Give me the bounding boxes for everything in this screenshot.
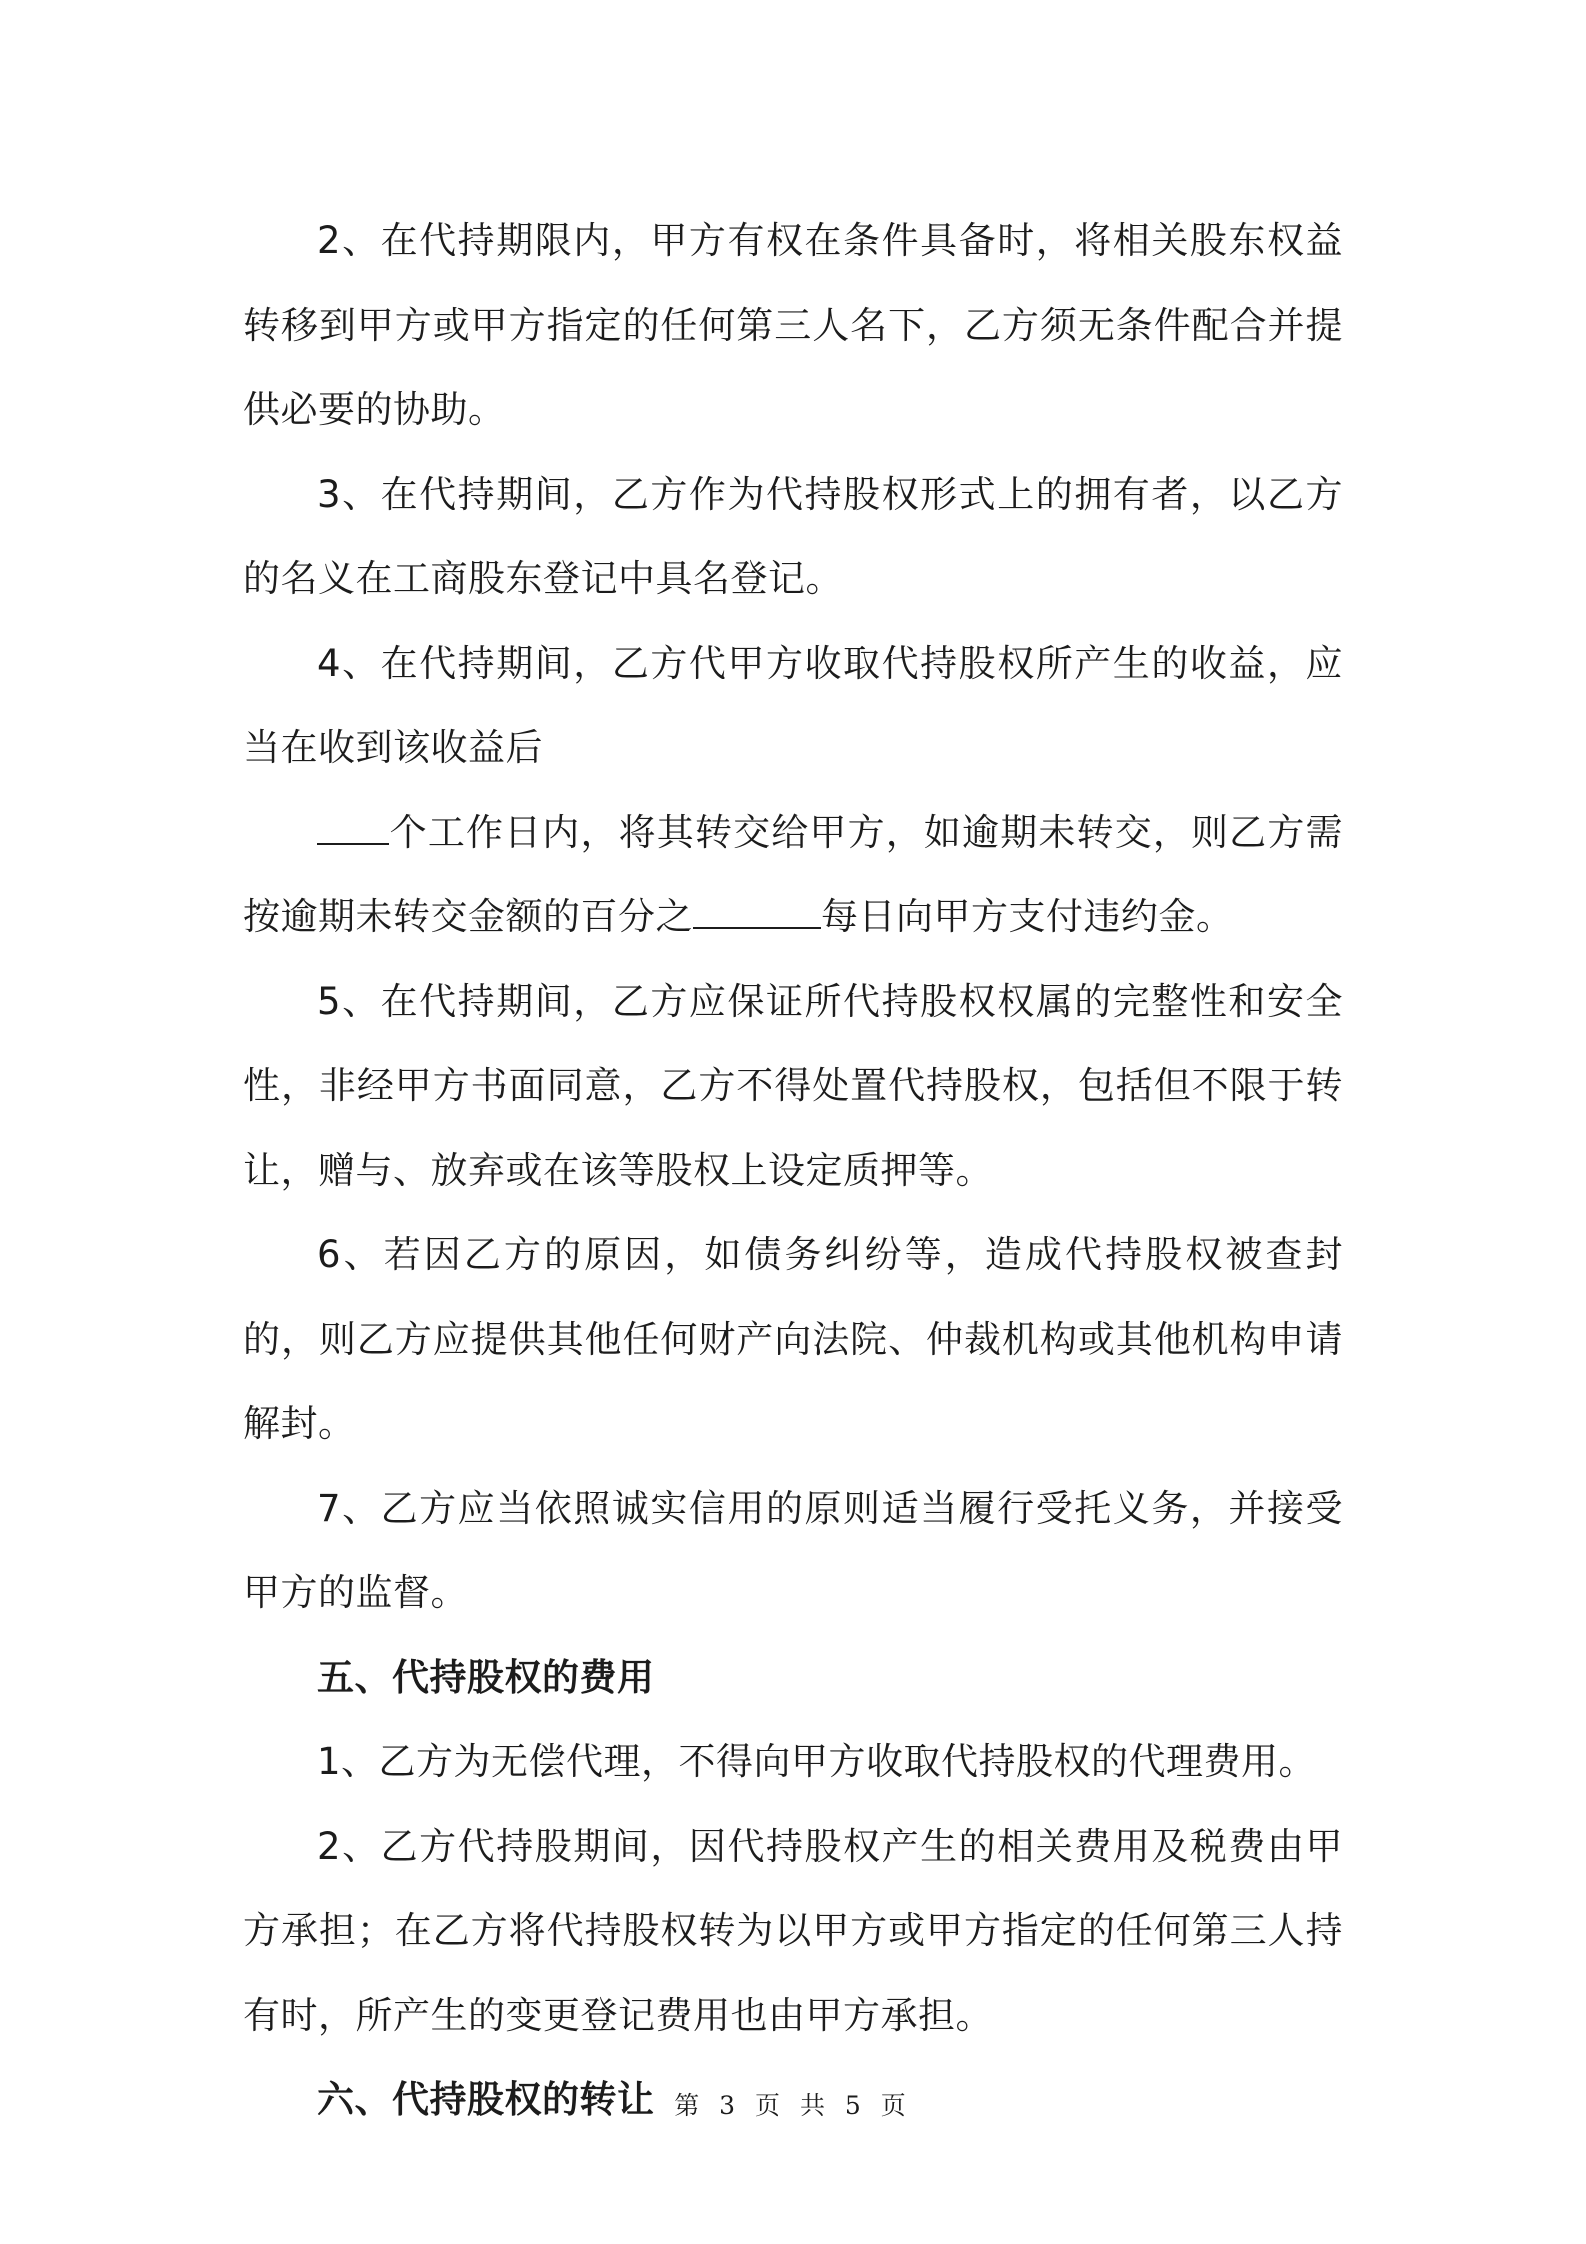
page-footer: 第 3 页 共 5 页 (674, 2091, 912, 2120)
document-body (243, 199, 1343, 2143)
blank-days-field (317, 813, 389, 845)
paragraph-item-4: 4、在代持期间，乙方代甲方收取代持股权所产生的收益，应当在收到该收益后 (243, 641, 1343, 769)
paragraph-item-4-continued (243, 791, 1343, 960)
paragraph-item-4-part1: 个工作日内，将其转交给甲方，如逾期未转交，则乙方需按逾期未转交金额的百分之 (243, 810, 1343, 938)
section-heading-fees: 五、代持股权的费用 (317, 1655, 655, 1699)
paragraph-item-4-part2: 每日向甲方支付违约金。 (821, 895, 1234, 938)
paragraph-item-3: 3、在代持期间，乙方作为代持股权形式上的拥有者，以乙方的名义在工商股东登记中具名登记。 (243, 472, 1343, 600)
blank-percent-field (693, 897, 821, 929)
fees-paragraph-1: 1、乙方为无偿代理，不得向甲方收取代持股权的代理费用。 (317, 1740, 1317, 1783)
fees-paragraph-2: 2、乙方代持股期间，因代持股权产生的相关费用及税费由甲方承担；在乙方将代持股权转为以甲方或甲方指定的任何第三人持有时，所产生的变更登记费用也由甲方承担。 (243, 1824, 1343, 2037)
paragraph-item-5: 5、在代持期间，乙方应保证所代持股权权属的完整性和安全性，非经甲方书面同意，乙方不得处置代持股权，包括但不限于转让，赠与、放弃或在该等股权上设定质押等。 (243, 979, 1343, 1192)
paragraph-item-2: 2、在代持期限内，甲方有权在条件具备时，将相关股东权益转移到甲方或甲方指定的任何第三人名下，乙方须无条件配合并提供必要的协助。 (243, 219, 1343, 431)
section-heading-transfer: 六、代持股权的转让 (317, 2078, 655, 2121)
paragraph-item-6: 6、若因乙方的原因，如债务纠纷等，造成代持股权被查封的，则乙方应提供其他任何财产向法院、仲裁机构或其他机构申请解封。 (243, 1233, 1343, 1445)
paragraph-item-7: 7、乙方应当依照诚实信用的原则适当履行受托义务，并接受甲方的监督。 (243, 1486, 1343, 1614)
